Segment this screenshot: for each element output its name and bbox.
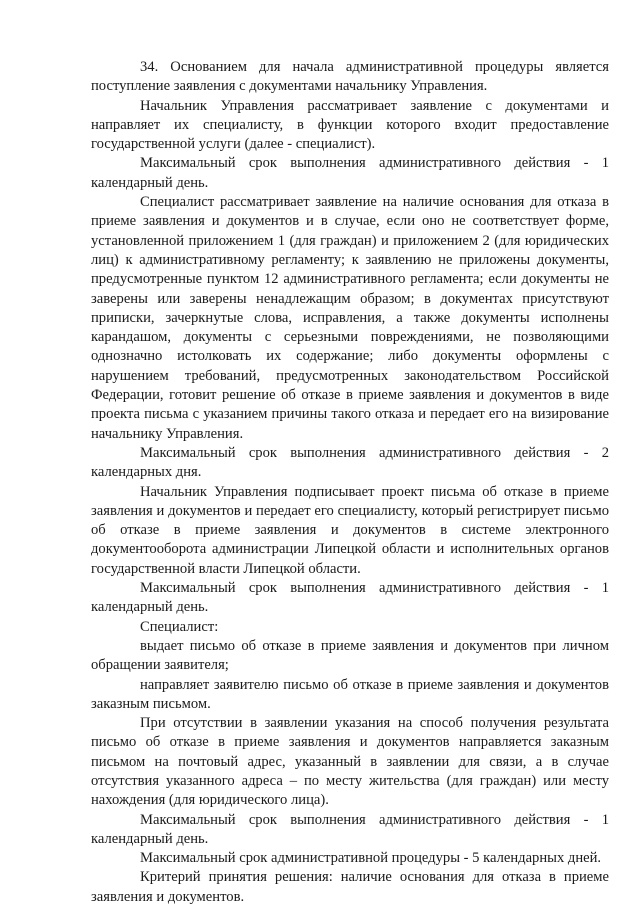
- paragraph-head-review: Начальник Управления рассматривает заявление с документами и направляет их специалисту, в функции которого входит предоставление государственной услуги (далее - специалист).: [91, 97, 609, 153]
- document-page: [91, 58, 609, 907]
- paragraph-deadline-4: Максимальный срок выполнения административного действия - 1 календарный день.: [91, 811, 609, 847]
- paragraph-section-34: 34. Основанием для начала административной процедуры является поступление заявления с документами начальнику Управления.: [91, 59, 609, 95]
- paragraph-head-signs: Начальник Управления подписывает проект письма об отказе в приеме заявления и документов и передает его специалисту, который регистрирует письмо об отказе в приеме заявления и документов в системе электронного документооборота администрации Липецкой области и исполнительных органов государственной власти Липецкой области.: [91, 483, 609, 577]
- paragraph-decision-criterion: Критерий принятия решения: наличие основания для отказа в приеме заявления и документов.: [91, 869, 609, 905]
- paragraph-deadline-2: Максимальный срок выполнения административного действия - 2 календарных дня.: [91, 444, 609, 481]
- paragraph-specialist-review: Специалист рассматривает заявление на наличие основания для отказа в приеме заявления и документов и в случае, если оно не соответствует форме, установленной приложением 1 (для граждан) и приложением 2 (для юридических лиц) к административному регламенту; к заявлению не приложены документы, предусмотренные пунктом 12 административного регламента; если документы не заверены или заверены ненадлежащим образом; в документах присутствуют приписки, зачеркнутые слова, исправления, а также документы исполнены карандашом, документы с серьезными повреждениями, не позволяющими однозначно истолковать их содержание; либо документы оформлены с нарушением требований, предусмотренных законодательством Российской Федерации, готовит решение об отказе в приеме заявления и документов в виде проекта письма с указанием причины такого отказа и передает его на визирование начальнику Управления.: [91, 194, 609, 442]
- paragraph-specialist-label: Специалист:: [140, 618, 219, 635]
- paragraph-issue-letter: выдает письмо об отказе в приеме заявления и документов при личном обращении заявителя;: [91, 637, 609, 674]
- paragraph-deadline-3: Максимальный срок выполнения административного действия - 1 календарный день.: [91, 580, 609, 616]
- paragraph-procedure-deadline: Максимальный срок административной процедуры - 5 календарных дней.: [140, 850, 602, 867]
- paragraph-send-letter: направляет заявителю письмо об отказе в приеме заявления и документов заказным письмом.: [91, 676, 609, 712]
- paragraph-deadline-1: Максимальный срок выполнения административного действия - 1 календарный день.: [91, 155, 609, 191]
- paragraph-no-method: При отсутствии в заявлении указания на способ получения результата письмо об отказе в приеме заявления и документов направляется заказным письмом на почтовый адрес, указанный в заявлении для связи, а в случае отсутствия указанного адреса – по месту жительства (для граждан) или месту нахождения (для юридического лица).: [91, 715, 609, 809]
